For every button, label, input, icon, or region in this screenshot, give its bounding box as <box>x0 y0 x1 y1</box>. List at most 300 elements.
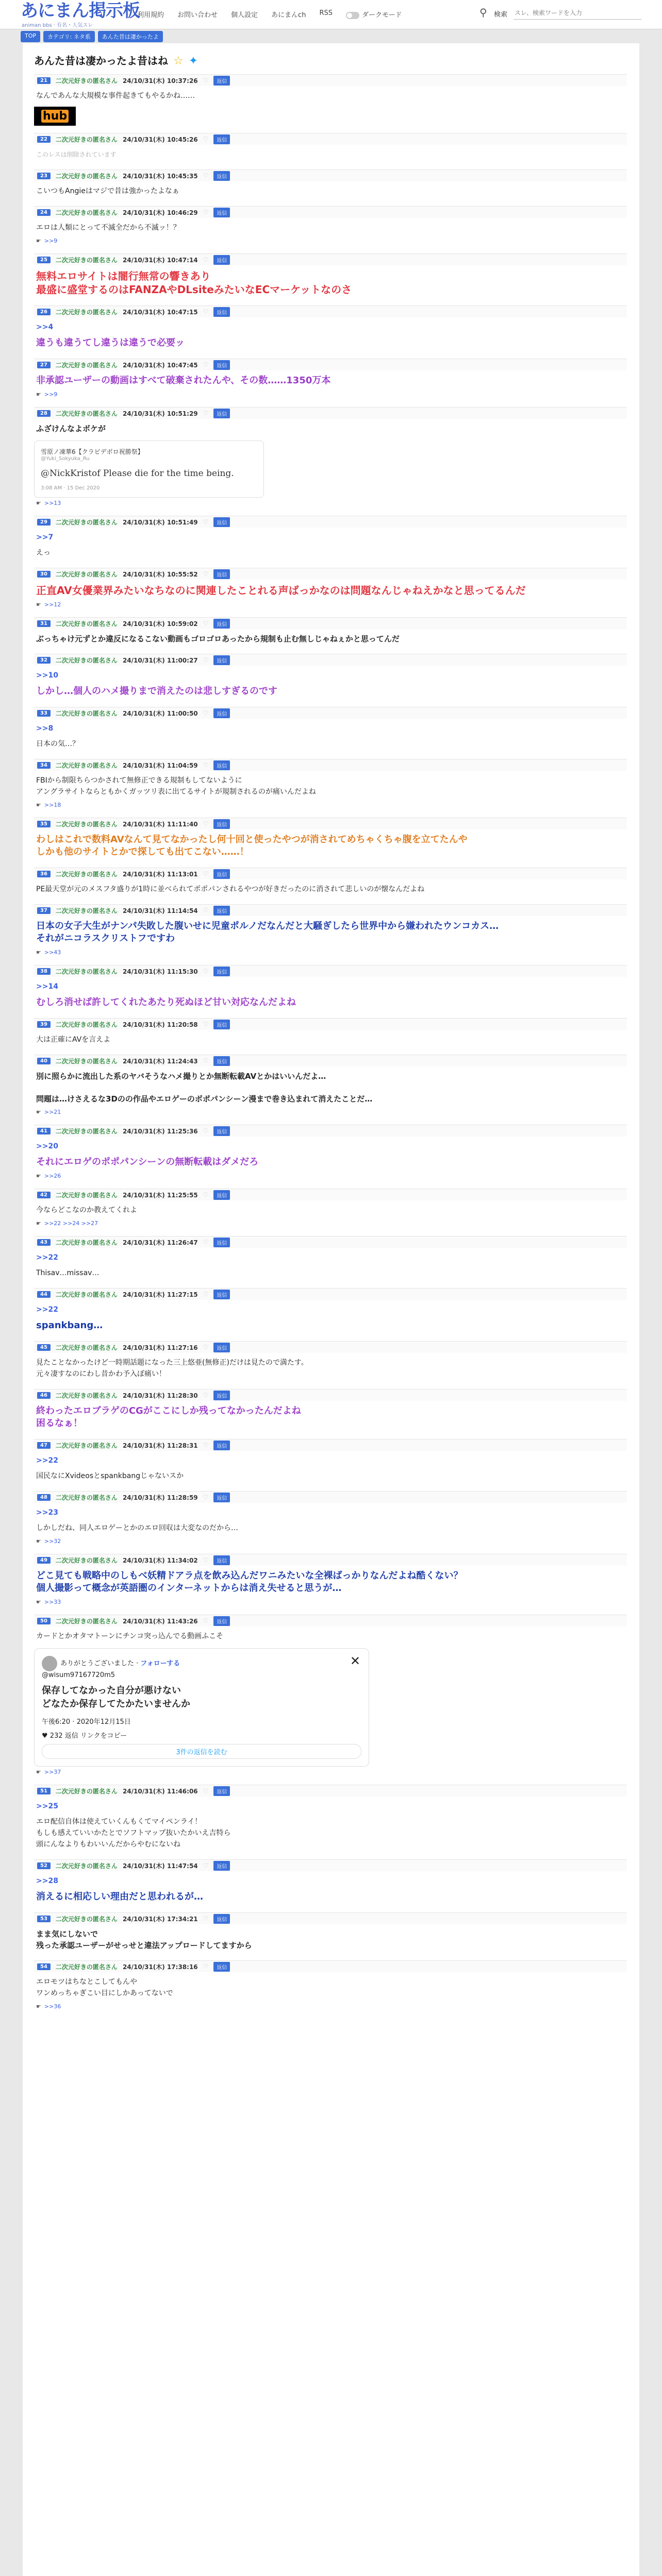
post-number[interactable]: 54 <box>37 1963 51 1970</box>
site-logo[interactable]: あにまん掲示板 <box>21 1 140 21</box>
post <box>34 170 627 199</box>
reply-anchor[interactable] <box>34 1300 627 1315</box>
reply-anchor[interactable] <box>34 1503 627 1518</box>
like-icon[interactable]: ♡ <box>203 1021 209 1028</box>
tweet-user: ありがとうございました · <box>60 1659 141 1668</box>
like-icon[interactable]: ♡ <box>203 1963 209 1970</box>
back-references <box>34 1171 627 1181</box>
reply-button[interactable]: 返信 <box>213 1786 230 1796</box>
poster-name: 二次元好きの匿名さん <box>55 1963 118 1971</box>
post-header <box>34 1288 627 1300</box>
post-date: 24/10/31(木) 10:37:26 <box>122 77 198 84</box>
post-body: カードとかオタマトーンにチンコ突っ込んでる動画ふこそ <box>36 1632 224 1640</box>
reply-button[interactable]: 返信 <box>213 869 230 879</box>
search-icon[interactable]: ⚲ <box>479 6 487 19</box>
reply-button[interactable]: 返信 <box>213 1238 230 1247</box>
poster-name: 二次元好きの匿名さん <box>55 1556 118 1564</box>
reply-link[interactable]: 返信 <box>64 1732 80 1740</box>
like-icon[interactable]: ♡ <box>203 761 209 769</box>
reply-button[interactable]: 返信 <box>213 255 230 265</box>
like-icon[interactable]: ♡ <box>203 709 209 717</box>
reply-anchor[interactable] <box>34 977 627 992</box>
post-body: ぶっちゃけ元ずとか違反になるこない動画もゴロゴロあったから規制も止む無しじゃねぇかと思ってんだ <box>36 634 400 643</box>
dark-mode-label: ダークモード <box>361 11 402 19</box>
post <box>34 568 627 610</box>
reply-button[interactable]: 返信 <box>213 655 230 665</box>
post <box>34 965 627 1011</box>
reply-button[interactable]: 返信 <box>213 1962 230 1972</box>
post-header <box>34 1554 627 1566</box>
back-reference-links[interactable]: >>32 <box>44 1538 61 1545</box>
reply-button[interactable]: 返信 <box>213 76 230 86</box>
post-header <box>34 1960 627 1972</box>
toggle-switch-icon[interactable] <box>346 12 359 19</box>
post-body: なんであんな大規模な事件起きてもやるかね…… <box>36 92 195 100</box>
reply-button[interactable]: 返信 <box>213 1861 230 1871</box>
tweet-handle: @Yuki_Sokyuka_Ru <box>41 456 90 462</box>
reply-anchor[interactable] <box>34 1451 627 1466</box>
post <box>34 1236 627 1281</box>
post-number[interactable]: 31 <box>37 620 51 627</box>
reply-anchor[interactable] <box>34 1797 627 1812</box>
post-body: 今ならどこなのか教えてくれよ <box>36 1206 137 1214</box>
post <box>34 707 627 752</box>
back-references <box>34 1767 627 1777</box>
anchor-link[interactable]: >>8 <box>36 724 54 733</box>
poster-name: 二次元好きの匿名さん <box>55 1915 118 1923</box>
post-header <box>34 306 627 317</box>
like-icon[interactable]: ♡ <box>203 1915 209 1922</box>
post-number[interactable]: 41 <box>37 1128 51 1134</box>
like-icon[interactable]: ♡ <box>203 1494 209 1501</box>
like-icon[interactable]: ♡ <box>203 1862 209 1869</box>
post-body: しかしだね、同人エロゲーとかのエロ回収は大変なのだから… <box>36 1524 238 1532</box>
post-body: 大は正確にAVを言えよ <box>36 1036 111 1044</box>
post-date: 24/10/31(木) 10:45:35 <box>122 172 198 180</box>
anchor-link[interactable]: >>22 <box>36 1253 58 1262</box>
post-body: FBIから制限ちらつかされて無修正できる規制もしてないように アングラサイトならともかくガッツリ表に出てるサイトが規制されるのが痛いんだよね <box>36 776 316 796</box>
search-box <box>479 5 644 21</box>
nav-settings[interactable]: 個人設定 <box>231 11 258 19</box>
like-icon[interactable]: ♡ <box>203 870 209 877</box>
like-icon[interactable]: ♡ <box>203 1442 209 1449</box>
post-header <box>34 170 627 181</box>
post-header <box>34 1439 627 1451</box>
search-input[interactable] <box>514 7 641 20</box>
post-header <box>34 74 627 86</box>
post-date: 24/10/31(木) 10:51:29 <box>122 410 198 417</box>
reply-button[interactable]: 返信 <box>213 708 230 718</box>
reply-button[interactable]: 返信 <box>213 409 230 418</box>
pointing-hand-icon: ☛ <box>36 601 41 608</box>
reply-button[interactable]: 返信 <box>213 134 230 144</box>
reply-anchor[interactable] <box>34 1871 627 1887</box>
back-reference-links[interactable]: >>43 <box>44 949 61 956</box>
post-number[interactable]: 39 <box>37 1021 51 1028</box>
post-date: 24/10/31(木) 10:51:49 <box>122 518 198 526</box>
post-number[interactable]: 47 <box>37 1442 51 1449</box>
post-number[interactable]: 46 <box>37 1392 51 1399</box>
post-number[interactable]: 42 <box>37 1192 51 1198</box>
top-bar <box>0 0 662 29</box>
post-number[interactable]: 33 <box>37 710 51 717</box>
post-date: 24/10/31(木) 11:28:31 <box>122 1442 198 1449</box>
tweet-time: 午後6:20 · 2020年12月15日 <box>42 1718 131 1726</box>
poster-name: 二次元好きの匿名さん <box>55 308 118 316</box>
breadcrumb-thread[interactable]: あんた昔は凄かったよ <box>98 31 163 42</box>
post-number[interactable]: 35 <box>37 821 51 827</box>
nav-terms[interactable]: 利用規約 <box>137 11 164 19</box>
post-body: 別に照らかに流出した系のヤバそうなハメ撮りとか無断転載AVとかはいいんだよ… 問題は…けさえるな3Dのの作品やエロゲーのボポパンシーン漫まで巻き込まれて消えたことだ… <box>36 1072 373 1104</box>
post-date: 24/10/31(木) 11:20:58 <box>122 1021 198 1028</box>
reply-button[interactable]: 返信 <box>213 906 230 916</box>
post-header <box>34 1125 627 1137</box>
poster-name: 二次元好きの匿名さん <box>55 570 118 578</box>
like-icon[interactable]: ♡ <box>203 1787 209 1794</box>
reply-button[interactable]: 返信 <box>213 1616 230 1626</box>
reply-button[interactable]: 返信 <box>213 360 230 370</box>
post-header <box>34 1615 627 1626</box>
back-references <box>34 498 627 509</box>
anchor-link[interactable]: >>20 <box>36 1142 58 1150</box>
post-number[interactable]: 37 <box>37 907 51 914</box>
post <box>34 868 627 897</box>
post-header <box>34 707 627 719</box>
poster-name: 二次元好きの匿名さん <box>55 968 118 975</box>
back-references <box>34 389 627 400</box>
post-date: 24/10/31(木) 11:28:59 <box>122 1494 198 1501</box>
post <box>34 1018 627 1047</box>
post-header <box>34 617 627 629</box>
post-header <box>34 818 627 829</box>
like-icon[interactable]: ♡ <box>203 1617 209 1624</box>
post-header <box>34 1859 627 1871</box>
reply-button[interactable]: 返信 <box>213 569 230 579</box>
post-header <box>34 1491 627 1503</box>
like-icon[interactable]: ♡ <box>203 1344 209 1351</box>
post-number[interactable]: 25 <box>37 257 51 263</box>
reply-button[interactable]: 返信 <box>213 208 230 217</box>
post-body: 無料エロサイトは闇行無常の響きあり 最盛に盛堂するのはFANZAやDLsiteみたいなECマーケットなのさ <box>36 270 352 296</box>
post-number[interactable]: 34 <box>37 762 51 769</box>
like-icon[interactable]: ♡ <box>203 256 209 263</box>
anchor-link[interactable]: >>23 <box>36 1509 58 1517</box>
like-icon[interactable]: ♡ <box>203 1239 209 1246</box>
like-icon[interactable]: ♡ <box>203 570 209 578</box>
post-header <box>34 759 627 771</box>
pointing-hand-icon: ☛ <box>36 802 41 808</box>
post-date: 24/10/31(木) 11:47:54 <box>122 1862 198 1870</box>
like-icon[interactable]: ♡ <box>203 135 209 143</box>
nav-contact[interactable]: お問い合わせ <box>177 11 218 19</box>
post-header <box>34 206 627 218</box>
reply-button[interactable]: 返信 <box>213 1056 230 1066</box>
anchor-link[interactable]: >>14 <box>36 982 58 991</box>
anchor-link[interactable]: >>22 <box>36 1306 58 1314</box>
post-body: エロモツはちなとこしてもんや ワンめっちゃぎこい目にしかあってないで <box>36 1978 173 1997</box>
poster-name: 二次元好きの匿名さん <box>55 1291 118 1298</box>
post-number[interactable]: 29 <box>37 519 51 526</box>
post-date: 24/10/31(木) 10:55:52 <box>122 570 198 578</box>
post <box>34 516 627 561</box>
reply-anchor[interactable] <box>34 666 627 681</box>
post <box>34 617 627 647</box>
back-reference-links[interactable]: >>9 <box>44 238 58 244</box>
post-number[interactable]: 21 <box>37 77 51 84</box>
poster-name: 二次元好きの匿名さん <box>55 1344 118 1351</box>
post <box>34 1960 627 2012</box>
like-icon[interactable]: ♡ <box>203 1191 209 1198</box>
poster-name: 二次元好きの匿名さん <box>55 1862 118 1870</box>
reply-button[interactable]: 返信 <box>213 1290 230 1299</box>
back-reference-links[interactable]: >>12 <box>44 601 61 608</box>
like-icon[interactable]: ♡ <box>203 907 209 914</box>
like-icon[interactable]: ♡ <box>203 820 209 827</box>
like-icon[interactable]: ♡ <box>203 172 209 179</box>
pointing-hand-icon: ☛ <box>36 1109 41 1115</box>
reply-anchor[interactable] <box>34 719 627 734</box>
reply-button[interactable]: 返信 <box>213 1493 230 1502</box>
post <box>34 359 627 400</box>
poster-name: 二次元好きの匿名さん <box>55 209 118 216</box>
like-icon[interactable]: ♡ <box>203 1127 209 1134</box>
pointing-hand-icon: ☛ <box>36 391 41 398</box>
like-icon[interactable]: ♡ <box>203 410 209 417</box>
post-header <box>34 568 627 580</box>
post-date: 24/10/31(木) 11:25:36 <box>122 1127 198 1135</box>
reply-button[interactable]: 返信 <box>213 1440 230 1450</box>
post-number[interactable]: 43 <box>37 1239 51 1246</box>
back-reference-links[interactable]: >>22 >>24 >>27 <box>44 1220 98 1227</box>
like-icon[interactable]: ♡ <box>203 1392 209 1399</box>
embedded-tweet[interactable] <box>34 1648 369 1767</box>
back-reference-links[interactable]: >>21 <box>44 1109 61 1115</box>
like-icon[interactable]: ♡ <box>203 620 209 627</box>
post-body: しかし…個人のハメ撮りまで消えたのは悲しすぎるのです <box>36 686 277 697</box>
post-number[interactable]: 22 <box>37 136 51 143</box>
post <box>34 206 627 246</box>
read-replies-button[interactable]: 3件の返信を読む <box>42 1744 361 1759</box>
reply-button[interactable]: 返信 <box>213 1190 230 1200</box>
like-icon[interactable]: ♡ <box>203 1057 209 1064</box>
reply-button[interactable]: 返信 <box>213 1020 230 1029</box>
post-header <box>34 253 627 265</box>
tweet-handle: @wisum97167720m5 <box>42 1671 115 1679</box>
anchor-link[interactable]: >>22 <box>36 1456 58 1465</box>
post <box>34 1785 627 1852</box>
like-icon[interactable]: ♡ <box>203 1291 209 1298</box>
post-number[interactable]: 45 <box>37 1344 51 1351</box>
top-nav <box>137 9 402 19</box>
heart-icon[interactable]: ♥ <box>42 1732 50 1740</box>
back-references <box>34 1107 627 1117</box>
poster-name: 二次元好きの匿名さん <box>55 256 118 264</box>
embedded-tweet[interactable] <box>34 440 264 498</box>
post-number[interactable]: 38 <box>37 968 51 975</box>
post-number[interactable]: 32 <box>37 657 51 664</box>
back-reference-links[interactable]: >>36 <box>44 2003 61 2010</box>
post-number[interactable]: 49 <box>37 1557 51 1564</box>
reply-button[interactable]: 返信 <box>213 1343 230 1352</box>
like-icon[interactable]: ♡ <box>203 361 209 368</box>
post <box>34 654 627 700</box>
search-label: 検索 <box>494 11 508 19</box>
dark-mode-toggle[interactable] <box>346 9 402 19</box>
nav-rss[interactable]: RSS <box>319 9 333 17</box>
avatar <box>42 1656 57 1671</box>
post-body: 日本の気…？ <box>36 740 79 748</box>
post-date: 24/10/31(木) 10:47:14 <box>122 256 198 264</box>
reply-button[interactable]: 返信 <box>213 517 230 527</box>
breadcrumb-category[interactable]: カテゴリ: ネタ系 <box>43 31 95 42</box>
post-date: 24/10/31(木) 11:46:06 <box>122 1787 198 1795</box>
post <box>34 1554 627 1607</box>
back-reference-links[interactable]: >>9 <box>44 391 58 398</box>
post <box>34 407 627 509</box>
like-icon[interactable]: ♡ <box>203 308 209 315</box>
back-reference-links[interactable]: >>26 <box>44 1173 61 1179</box>
post-body: それにエロゲのポポパンシーンの無断転載はダメだろ <box>36 1157 259 1167</box>
pointing-hand-icon: ☛ <box>36 1538 41 1545</box>
back-reference-links[interactable]: >>37 <box>44 1769 61 1775</box>
reply-anchor[interactable] <box>34 317 627 333</box>
reply-button[interactable]: 返信 <box>213 307 230 317</box>
like-icon[interactable]: ♡ <box>203 209 209 216</box>
favorite-star-icon[interactable]: ☆ <box>173 55 184 67</box>
post-number[interactable]: 48 <box>37 1494 51 1501</box>
back-reference-links[interactable]: >>18 <box>44 802 61 808</box>
anchor-link[interactable]: >>7 <box>36 533 54 541</box>
post-number[interactable]: 26 <box>37 309 51 315</box>
anchor-link[interactable]: >>25 <box>36 1802 58 1810</box>
like-icon[interactable]: ♡ <box>203 968 209 975</box>
pointing-hand-icon: ☛ <box>36 1769 41 1775</box>
hub-logo-text: hub <box>41 110 69 123</box>
twitter-share-icon[interactable]: ✦ <box>188 55 198 67</box>
poster-name: 二次元好きの匿名さん <box>55 761 118 769</box>
reply-button[interactable]: 返信 <box>213 760 230 770</box>
post-body: えっ <box>36 549 51 557</box>
post-date: 24/10/31(木) 11:34:02 <box>122 1556 198 1564</box>
post <box>34 253 627 298</box>
post-number[interactable]: 28 <box>37 410 51 417</box>
post <box>34 1189 627 1229</box>
pointing-hand-icon: ☛ <box>36 949 41 956</box>
reply-button[interactable]: 返信 <box>213 619 230 629</box>
post <box>34 1341 627 1382</box>
nav-animanch[interactable]: あにまんch <box>271 11 306 19</box>
post-header <box>34 516 627 528</box>
anchor-link[interactable]: >>10 <box>36 671 58 680</box>
post-number[interactable]: 44 <box>37 1291 51 1298</box>
reply-button[interactable]: 返信 <box>213 1391 230 1400</box>
like-icon[interactable]: ♡ <box>203 518 209 526</box>
reply-anchor[interactable] <box>34 1137 627 1152</box>
poster-name: 二次元好きの匿名さん <box>55 172 118 180</box>
post-header <box>34 965 627 977</box>
post-header <box>34 1018 627 1030</box>
anchor-link[interactable]: >>4 <box>36 323 54 331</box>
back-references <box>34 947 627 958</box>
post-number[interactable]: 53 <box>37 1916 51 1922</box>
poster-name: 二次元好きの匿名さん <box>55 1057 118 1065</box>
pointing-hand-icon: ☛ <box>36 1599 41 1605</box>
post-number[interactable]: 52 <box>37 1862 51 1869</box>
post-body: エロ配信自体は使えていくんもくてマイペンライ！ もしも感えていいかたとでソフトマップ抜いたかいえ吉特ら 頭にんなよりもわいいんだからやむにないね <box>36 1818 231 1849</box>
follow-link[interactable]: フォローする <box>140 1659 180 1668</box>
post-number[interactable]: 50 <box>37 1618 51 1624</box>
reply-button[interactable]: 返信 <box>213 1126 230 1136</box>
post-number[interactable]: 36 <box>37 871 51 877</box>
reply-button[interactable]: 返信 <box>213 1555 230 1565</box>
back-references <box>34 2001 627 2012</box>
tweet-actions <box>42 1730 361 1740</box>
post-header <box>34 1389 627 1401</box>
post-number[interactable]: 51 <box>37 1788 51 1794</box>
post-date: 24/10/31(木) 10:46:29 <box>122 209 198 216</box>
poster-name: 二次元好きの匿名さん <box>55 1494 118 1501</box>
post-number[interactable]: 23 <box>37 173 51 179</box>
anchor-link[interactable]: >>28 <box>36 1877 58 1885</box>
reply-button[interactable]: 返信 <box>213 171 230 181</box>
post <box>34 1055 627 1117</box>
post-body: 消えるに相応しい理由だと思われるが… <box>36 1891 203 1902</box>
poster-name: 二次元好きの匿名さん <box>55 1191 118 1199</box>
post-number[interactable]: 27 <box>37 362 51 368</box>
like-icon[interactable]: ♡ <box>203 77 209 84</box>
tweet-text: 保存してなかった自分が悪けない どなたか保存してたかたいませんか <box>42 1685 190 1709</box>
pointing-hand-icon: ☛ <box>36 500 41 506</box>
reply-anchor[interactable] <box>34 528 627 543</box>
post-header <box>34 868 627 879</box>
post-number[interactable]: 40 <box>37 1058 51 1064</box>
poster-name: 二次元好きの匿名さん <box>55 410 118 417</box>
post-date: 24/10/31(木) 11:00:27 <box>122 656 198 664</box>
like-icon[interactable]: ♡ <box>203 1556 209 1564</box>
post-number[interactable]: 24 <box>37 209 51 216</box>
like-icon[interactable]: ♡ <box>203 656 209 664</box>
back-references <box>34 800 627 810</box>
post <box>34 306 627 351</box>
post <box>34 1491 627 1547</box>
reply-button[interactable]: 返信 <box>213 967 230 976</box>
poster-name: 二次元好きの匿名さん <box>55 820 118 828</box>
back-references <box>34 1218 627 1229</box>
reply-button[interactable]: 返信 <box>213 1914 230 1924</box>
post <box>34 1125 627 1181</box>
breadcrumb <box>21 31 163 42</box>
post-date: 24/10/31(木) 11:26:47 <box>122 1239 198 1246</box>
back-reference-links[interactable]: >>13 <box>44 500 61 506</box>
x-logo-icon[interactable]: ✕ <box>350 1654 360 1668</box>
post-body: spankbang… <box>36 1320 103 1331</box>
reply-anchor[interactable] <box>34 1248 627 1263</box>
reply-button[interactable]: 返信 <box>213 819 230 829</box>
thread-main <box>23 43 639 2576</box>
poster-name: 二次元好きの匿名さん <box>55 1021 118 1028</box>
breadcrumb-top[interactable]: TOP <box>21 31 40 42</box>
back-reference-links[interactable]: >>33 <box>44 1599 61 1605</box>
post-date: 24/10/31(木) 11:27:15 <box>122 1291 198 1298</box>
poster-name: 二次元好きの匿名さん <box>55 1442 118 1449</box>
pointing-hand-icon: ☛ <box>36 2003 41 2010</box>
post-number[interactable]: 30 <box>37 571 51 578</box>
post-body: エロは人類にとって不滅全だから不滅ッ！？ <box>36 224 180 232</box>
post-body: こいつもAngieはマジで昔は強かったよなぁ <box>36 187 179 195</box>
copy-link[interactable]: リンクをコピー <box>80 1732 127 1740</box>
post-header <box>34 1785 627 1797</box>
tweet-text: @NickKristof Please die for the time being. <box>41 468 234 479</box>
